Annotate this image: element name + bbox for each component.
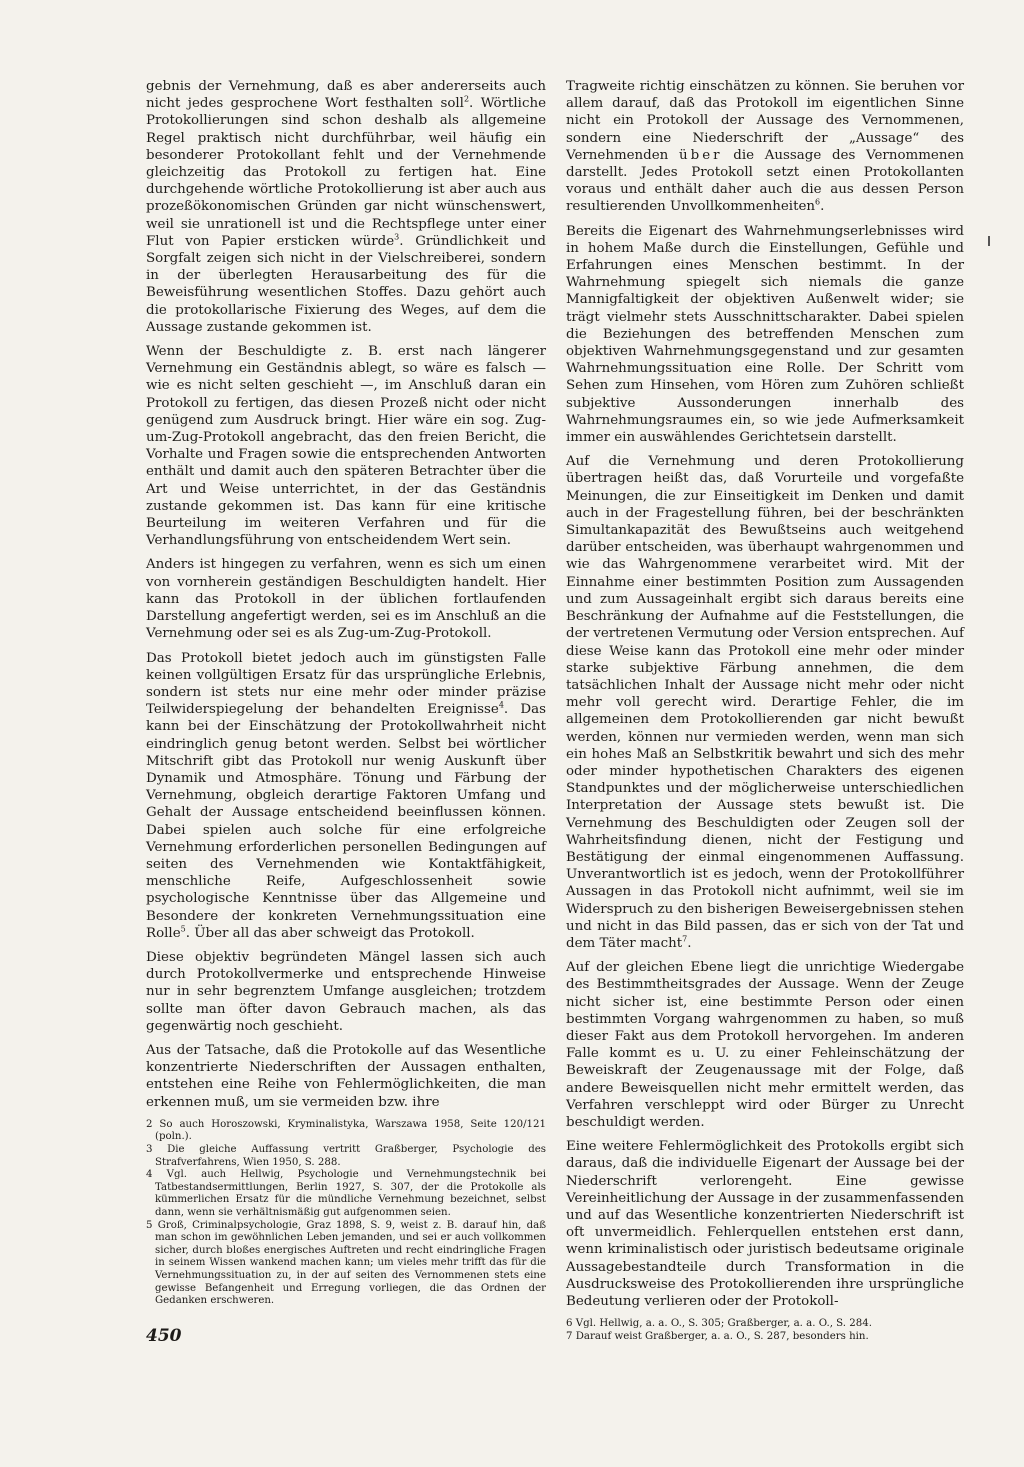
paragraph: Eine weitere Fehlermöglichkeit des Protokolls ergibt sich daraus, daß die individuelle Eigenart der Aussage bei der Niederschrift verlorengeht. Eine gewisse Vereinheitlichung der Aussage in der zusammenfassenden und auf das Wesentliche konzentrierten Niederschrift ist oft unvermeidlich. Fehlerquellen entstehen erst dann, wenn kriminalistisch oder juristisch bedeutsame originale Aussagebestandteile durch Transformation in die Ausdrucksweise des Protokollierenden ihre ursprüngliche Bedeutung verlieren oder der Protokoll-	[566, 1139, 964, 1310]
footnote-ref: 3	[394, 232, 400, 242]
paragraph: Auf der gleichen Ebene liegt die unrichtige Wiedergabe des Bestimmtheitsgrades der Aussage. Wenn der Zeuge nicht sicher ist, eine bestimmte Person oder einen bestimmten Vorgang wahrgenommen zu haben, so muß dieser Fakt aus dem Protokoll hervorgehen. Im anderen Falle kommt es u. U. zu einer Fehleinschätzung der Beweiskraft der Zeugenaussage mit der Folge, daß andere Beweisquellen nicht mehr ermittelt werden, das Verfahren verschleppt wird oder Bürger zu Unrecht beschuldigt werden.	[566, 960, 964, 1130]
footnote: 5 Groß, Criminalpsychologie, Graz 1898, S. 9, weist z. B. darauf hin, daß man schon im gewöhnlichen Leben jemanden, und sei er auch vollkommen sicher, durch bloßes energisches Auftreten und recht eindringliche Fragen in seinem Wissen wankend machen kann; um vieles mehr trifft das für die Vernehmungssituation zu, in der auf seiten des Vernommenen stets eine gewisse Befangenheit und Erregung vorliegen, die das Ordnen der Gedanken erschweren.	[146, 1219, 546, 1307]
paragraph: Aus der Tatsache, daß die Protokolle auf das Wesentliche konzentrierte Niederschriften der Aussagen enthalten, entstehen eine Reihe von Fehlermöglichkeiten, die man erkennen muß, um sie vermeiden bzw. ihre	[146, 1042, 546, 1110]
footnote-ref: 7	[682, 934, 688, 944]
footnote: 6 Vgl. Hellwig, a. a. O., S. 305; Graßberger, a. a. O., S. 284.	[566, 1318, 872, 1330]
margin-mark	[988, 236, 990, 246]
left-column	[146, 78, 546, 1308]
footnote-ref: 5	[180, 924, 186, 934]
footnote: 4 Vgl. auch Hellwig, Psychologie und Vernehmungstechnik bei Tatbestandsermittlungen, Berlin 1927, S. 307, der die Protokolle als kümmerlichen Ersatz für die mündliche Vernehmung bezeichnet, selbst dann, wenn sie verhältnismäßig gut aufgenommen seien.	[146, 1169, 546, 1218]
paragraph: gebnis der Vernehmung, daß es aber andererseits auch nicht jedes gesprochene Wort festhalten soll$^2$. Wörtliche Protokollierungen sind schon deshalb als allgemeine Regel praktisch nicht durchführbar, weil häufig ein besonderer Protokollant fehlt und der Vernehmende gleichzeitig das Protokoll zu fertigen hat. Eine durchgehende wörtliche Protokollierung ist aber auch aus prozeßökonomischen Gründen gar nicht wünschenswert, weil sie unrationell ist und die Rechtspflege unter einer Flut von Papier ersticken würde$^3$. Gründlichkeit und Sorgfalt zeigen sich nicht in der Vielschreiberei, sondern in der überlegten Herausarbeitung des für die Beweisführung wesentlichen Stoffes. Dazu gehört auch die protokollarische Fixierung des Weges, auf dem die Aussage zustande gekommen ist.	[146, 79, 547, 335]
footnote: 3 Die gleiche Auffassung vertritt Graßberger, Psychologie des Strafverfahrens, Wien 1950, S. 288.	[146, 1143, 546, 1168]
page-number: 450	[146, 1326, 182, 1346]
footnote: 2 So auch Horoszowski, Kryminalistyka, Warszawa 1958, Seite 120/121 (poln.).	[146, 1118, 546, 1143]
paragraph: Diese objektiv begründeten Mängel lassen sich auch durch Protokollvermerke und entsprechende Hinweise nur in sehr begrenztem Umfange ausgleichen; trotzdem sollte man öfter davon Gebrauch machen, als das gegenwärtig noch geschieht.	[146, 949, 546, 1034]
footnote-ref: 6	[815, 197, 821, 207]
footnotes	[146, 1119, 546, 1308]
right-column	[566, 78, 964, 1343]
paragraph: Das Protokoll bietet jedoch auch im günstigsten Falle keinen vollgültigen Ersatz für das ursprüngliche Erlebnis, sondern ist stets nur eine mehr oder minder präzise Teilwiderspiegelung der behandelten Ereignisse$^4$. Das kann bei der Einschätzung der Protokollwahrheit nicht eindringlich genug betont werden. Selbst bei wörtlicher Mitschrift gibt das Protokoll nur wenig Auskunft über Dynamik und Atmosphäre. Tönung und Färbung der Vernehmung, obgleich derartige Faktoren Umfang und Gehalt der Aussage entscheidend beeinflussen können. Dabei spielen auch solche für eine erfolgreiche Vernehmung erforderlichen personellen Bedingungen auf seiten des Vernehmenden wie Kontaktfähigkeit, menschliche Reife, Aufgeschlossenheit sowie psychologische Kenntnisse über das Allgemeine und Besondere der konkreten Vernehmungssituation eine Rolle$^5$. Über all das aber schweigt das Protokoll.	[146, 650, 546, 941]
paragraph: Auf die Vernehmung und deren Protokollierung übertragen heißt das, daß Vorurteile und vorgefaßte Meinungen, die zur Einseitigkeit im Denken und damit auch in der Fragestellung führen, bei der beschränkten Simultankapazität des Bewußtseins auch weitgehend darüber entscheiden, was überhaupt wahrgenommen und wie das Wahrgenommene verarbeitet wird. Mit der Einnahme einer bestimmten Position zum Aussagenden und zum Aussageinhalt ergibt sich daraus bereits eine Beschränkung der Aufnahme auf die Feststellungen, die der vertretenen Vermutung oder Version entsprechen. Auf diese Weise kann das Protokoll eine mehr oder minder starke subjektive Färbung annehmen, die dem tatsächlichen Inhalt der Aussage nicht mehr oder nicht mehr voll gerecht wird. Derartige Fehler, die im allgemeinen dem Protokollierenden gar nicht bewußt werden, können nur vermieden werden, wenn man sich ein hohes Maß an Selbstkritik bewahrt und sich des mehr oder minder hypothetischen Charakters des eigenen Standpunktes und der möglicherweise unterschiedlichen Interpretation der Aussage stets bewußt ist. Die Vernehmung des Beschuldigten oder Zeugen soll der Wahrheitsfindung dienen, nicht der Festigung und Bestätigung der einmal eingenommenen Auffassung. Unverantwortlich ist es jedoch, wenn der Protokollführer Aussagen in das Protokoll nicht aufnimmt, weil sie im Widerspruch zu den bisherigen Beweisergebnissen stehen und nicht in das Bild passen, das er sich von der Tat und dem Täter macht$^7$.	[566, 454, 964, 951]
footnote: 7 Darauf weist Graßberger, a. a. O., S. 287, besonders hin.	[566, 1330, 869, 1342]
paragraph: Bereits die Eigenart des Wahrnehmungserlebnisses wird in hohem Maße durch die Einstellungen, Gefühle und Erfahrungen eines Menschen bestimmt. In der Wahrnehmung spiegelt sich niemals die ganze Mannigfaltigkeit der objektiven Außenwelt wider; sie trägt vielmehr stets Ausschnittscharakter. Dabei spielen die Beziehungen des betreffenden Menschen zum objektiven Wahrnehmungsgegenstand und zur gesamten Wahrnehmungssituation eine Rolle. Der Schritt vom Sehen zum Hinsehen, vom Hören zum Zuhören schließt subjektive Aussonderungen innerhalb des Wahrnehmungsraumes ein, so wie jede Aufmerksamkeit immer ein auswählendes Gerichtetsein darstellt.	[566, 223, 964, 446]
footnote-ref: 4	[498, 700, 504, 710]
paragraph: Anders ist hingegen zu verfahren, wenn es sich um einen von vornherein geständigen Beschuldigten handelt. Hier kann das Protokoll in der üblichen fortlaufenden Darstellung angefertigt werden, sei es im Anschluß an die Vernehmung oder sei es als Zug-um-Zug-Protokoll.	[146, 557, 546, 642]
footnote-ref: 2	[463, 94, 470, 104]
paragraph: Tragweite richtig einschätzen zu können. Sie beruhen vor allem darauf, daß das Protokoll im eigentlichen Sinne nicht ein Protokoll der Aussage des Vernommenen, sondern eine Niederschrift der „Aussage“ des Vernehmenden über die Aussage des Vernommenen darstellt. Jedes Protokoll setzt einen Protokollanten voraus und enthält daher auch die aus dessen Person resultierenden Unvollkommenheiten$^6$.	[566, 79, 965, 215]
paragraph: Wenn der Beschuldigte z. B. erst nach längerer Vernehmung ein Geständnis ablegt, so wäre es falsch — wie es nicht selten geschieht —, im Anschluß daran ein Protokoll zu fertigen, das diesen Prozeß nicht oder nicht genügend zum Ausdruck bringt. Hier wäre ein sog. Zug-um-Zug-Protokoll angebracht, das den freien Bericht, die Vorhalte und Fragen sowie die entsprechenden Antworten enthält und damit auch den späteren Betrachter über die Art und Weise unterrichtet, in der das Geständnis zustande gekommen ist. Das kann für eine kritische Beurteilung im weiteren Verfahren und für die Verhandlungsführung von entscheidendem Wert sein.	[146, 344, 546, 549]
footnotes	[566, 1318, 964, 1343]
